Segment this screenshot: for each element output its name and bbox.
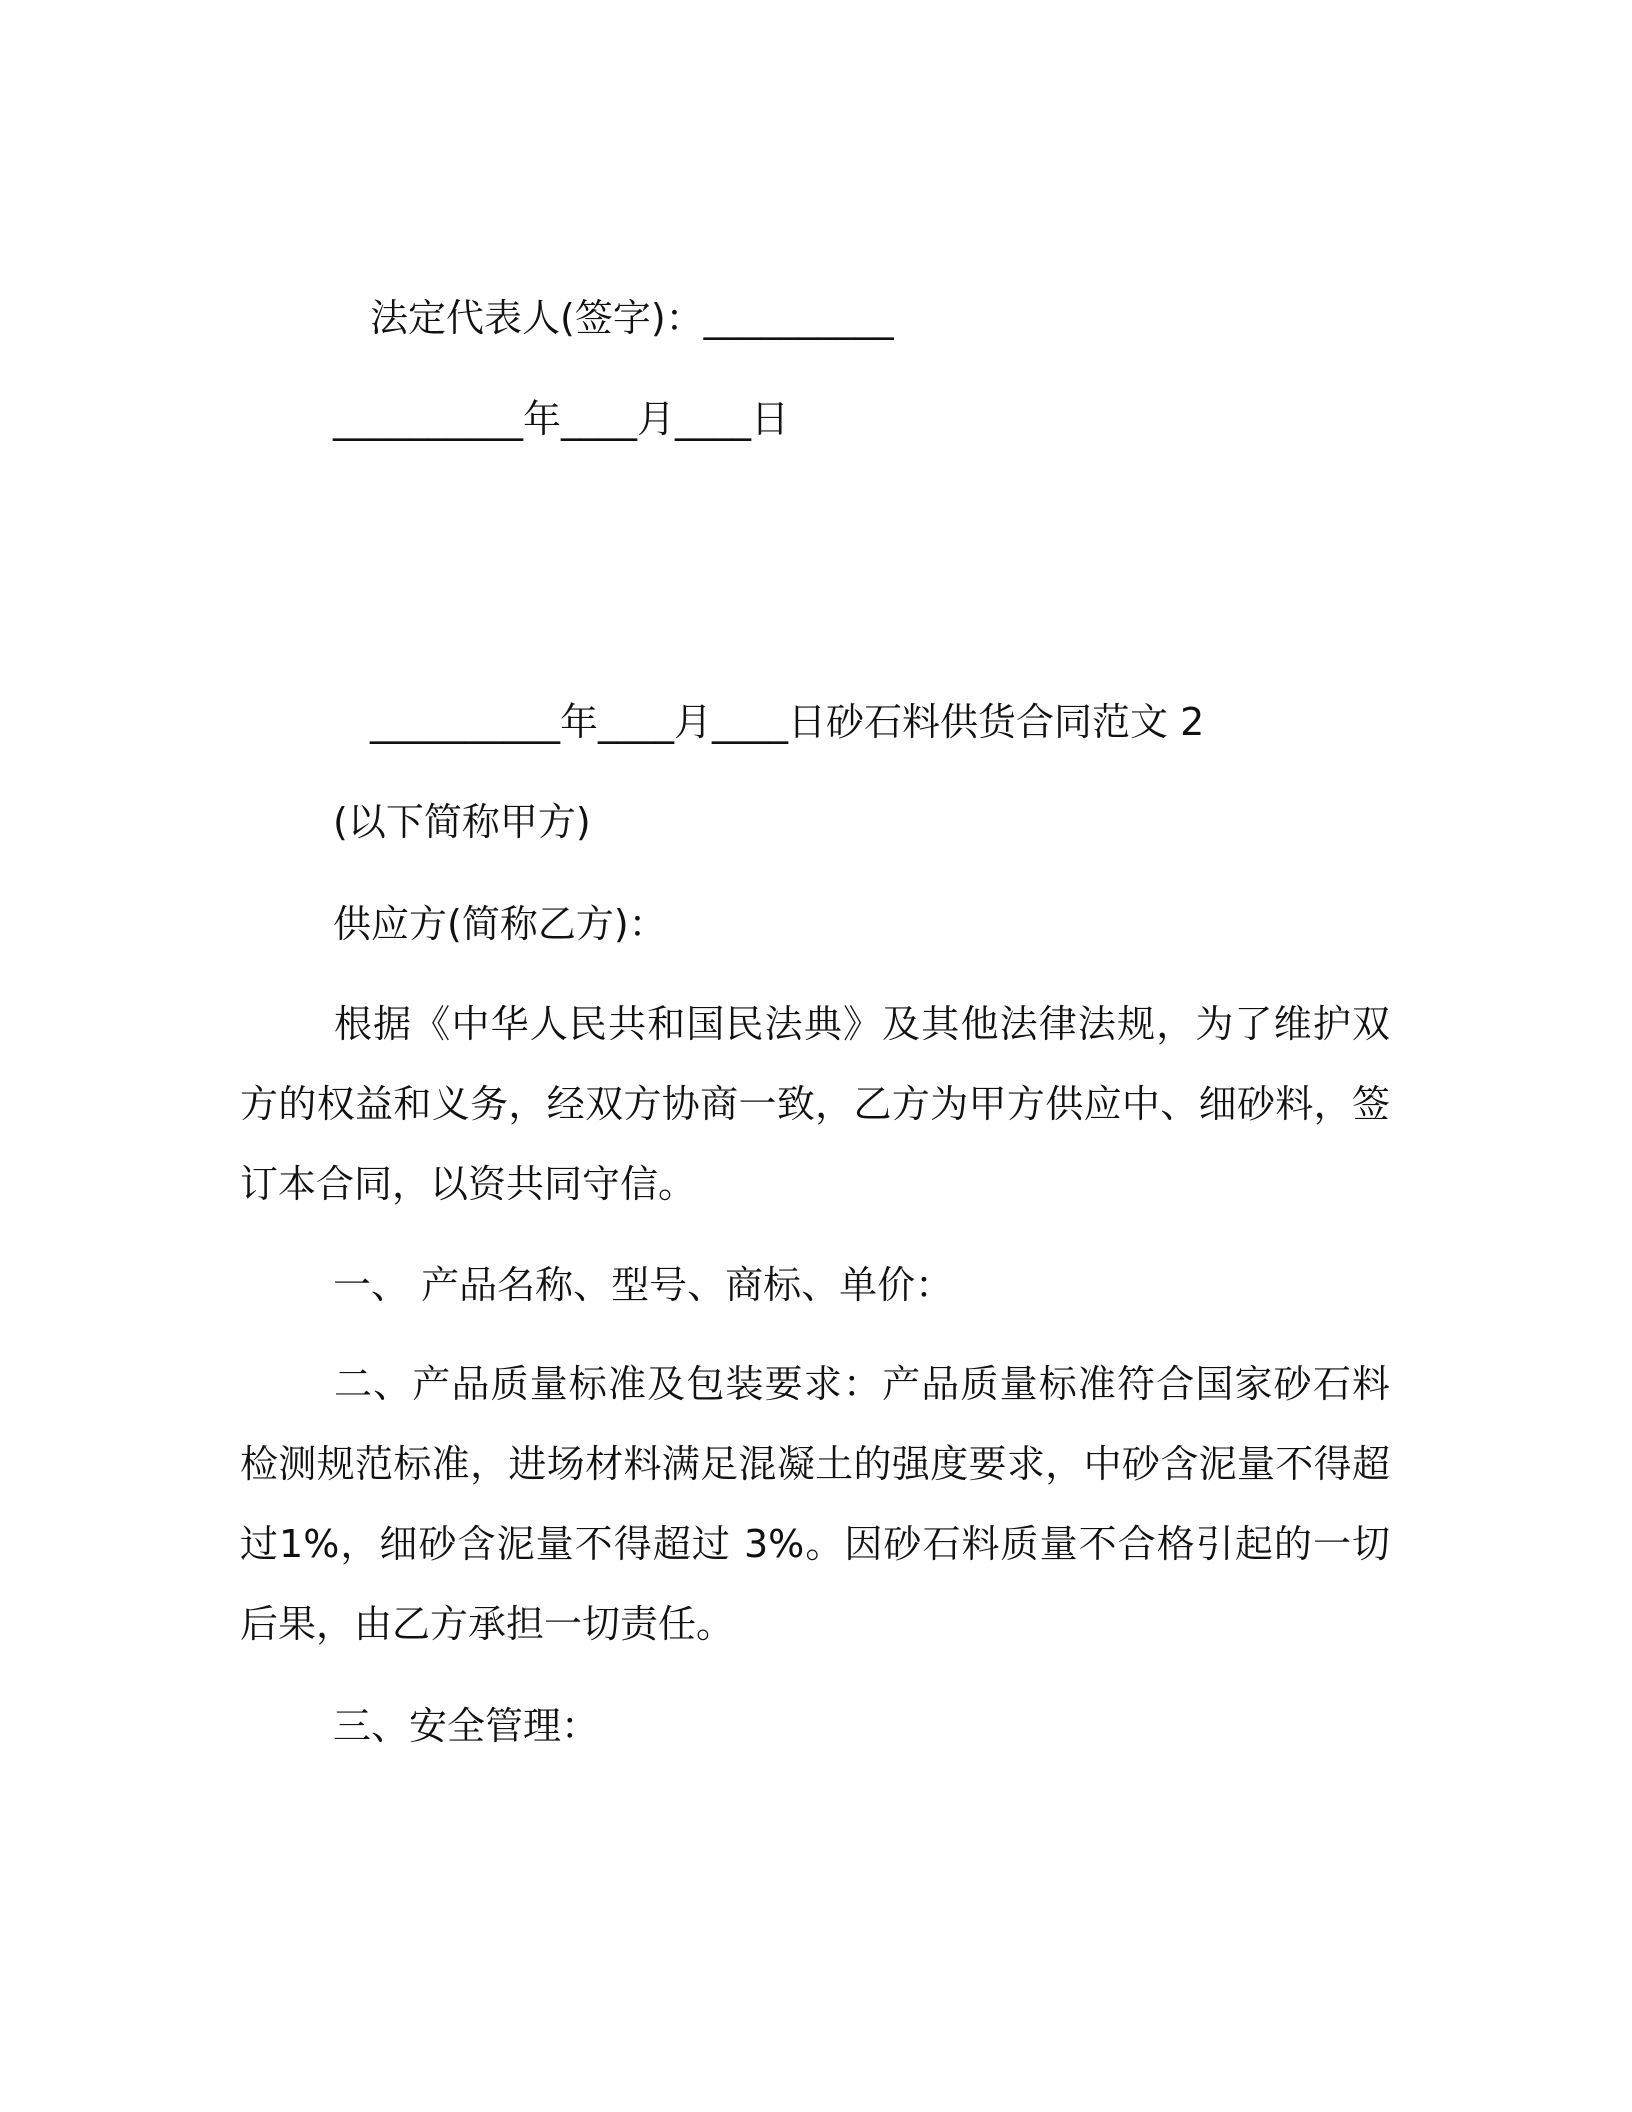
clause-3-heading: 三、安全管理： [333,1704,600,1748]
party-a-label: (以下简称甲方) [333,800,591,844]
signature-line: 法定代表人(签字)：__________ [370,296,894,340]
section-title: __________年____月____日砂石料供货合同范文 2 [370,700,1205,744]
clause-1-heading: 一、 产品名称、型号、商标、单价： [333,1263,954,1307]
clause-2-paragraph: 二、产品质量标准及包装要求：产品质量标准符合国家砂石料检测规范标准，进场材料满足混凝土的强度要求，中砂含泥量不得超过1%，细砂含泥量不得超过 3%。因砂石料质量不合格引起的一切后果，由乙方承担一切责任。 [240,1362,1390,1646]
party-b-label: 供应方(简称乙方)： [333,902,667,946]
date-line: __________年____月____日 [333,397,790,441]
intro-paragraph: 根据《中华人民共和国民法典》及其他法律法规，为了维护双方的权益和义务，经双方协商一致，乙方为甲方供应中、细砂料，签订本合同，以资共同守信。 [240,1002,1390,1206]
